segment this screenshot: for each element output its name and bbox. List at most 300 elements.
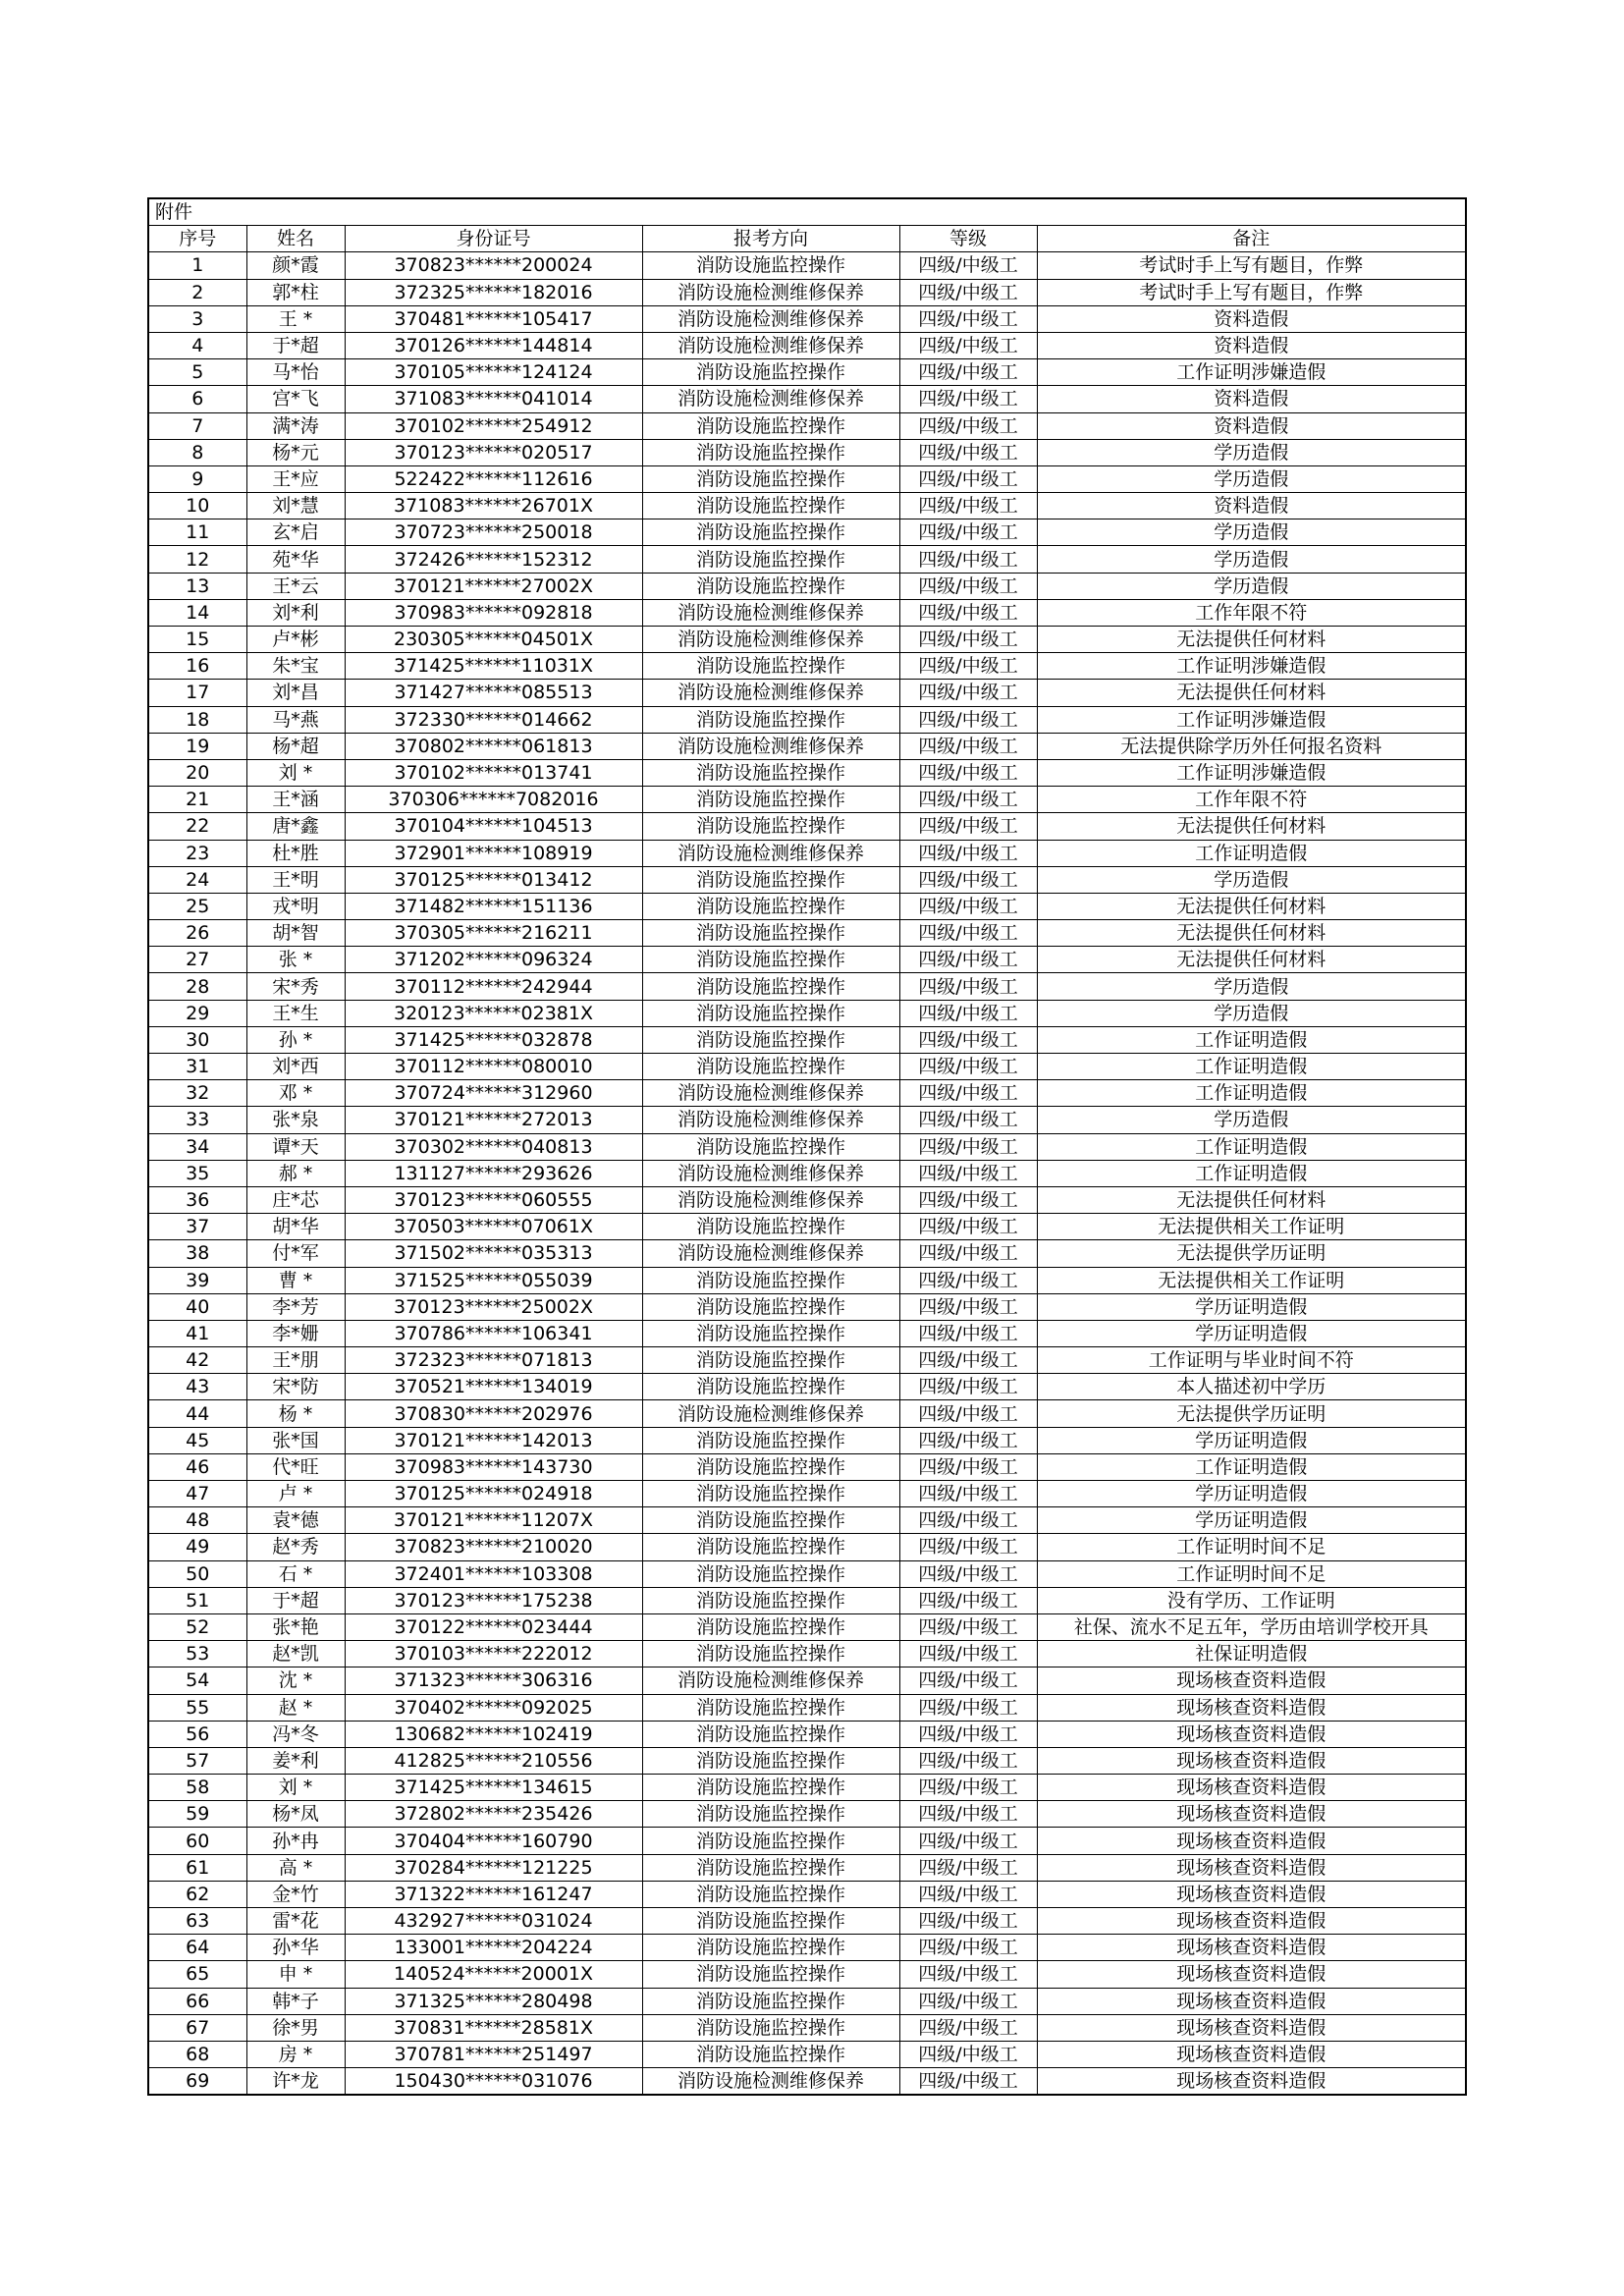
serial-cell: 7 [148,412,246,439]
table-row [148,1988,1466,2014]
exam-direction-cell: 消防设施监控操作 [642,706,899,733]
level-cell: 四级/中级工 [899,1961,1037,1988]
table-row [148,332,1466,358]
id-number-cell: 370125******013412 [345,866,642,893]
exam-direction-cell: 消防设施监控操作 [642,1293,899,1320]
level-cell: 四级/中级工 [899,493,1037,519]
exam-direction-cell: 消防设施监控操作 [642,1881,899,1907]
exam-direction-cell: 消防设施监控操作 [642,1961,899,1988]
id-number-cell: 370781******251497 [345,2041,642,2067]
table-row [148,1641,1466,1667]
name-cell: 雷*花 [246,1908,345,1935]
level-cell: 四级/中级工 [899,1881,1037,1907]
serial-cell: 47 [148,1481,246,1507]
remarks-cell: 现场核查资料造假 [1037,1721,1466,1747]
remarks-cell: 没有学历、工作证明 [1037,1587,1466,1613]
remarks-cell: 无法提供学历证明 [1037,1240,1466,1267]
name-cell: 孙 * [246,1026,345,1053]
id-number-cell: 371322******161247 [345,1881,642,1907]
table-row [148,1374,1466,1400]
id-number-cell: 371325******280498 [345,1988,642,2014]
serial-cell: 68 [148,2041,246,2067]
exam-direction-cell: 消防设施检测维修保养 [642,680,899,706]
id-number-cell: 372325******182016 [345,279,642,305]
id-number-cell: 372426******152312 [345,546,642,573]
table-row [148,1961,1466,1988]
id-number-cell: 371427******085513 [345,680,642,706]
serial-cell: 32 [148,1080,246,1107]
remarks-cell: 现场核查资料造假 [1037,1801,1466,1828]
table-row [148,1427,1466,1453]
name-cell: 于*超 [246,1587,345,1613]
remarks-cell: 工作证明造假 [1037,1133,1466,1160]
level-cell: 四级/中级工 [899,920,1037,947]
exam-direction-cell: 消防设施检测维修保养 [642,386,899,412]
remarks-cell: 学历造假 [1037,546,1466,573]
id-number-cell: 370123******175238 [345,1587,642,1613]
serial-cell: 48 [148,1507,246,1534]
id-number-cell: 320123******02381X [345,1000,642,1026]
remarks-cell: 现场核查资料造假 [1037,1667,1466,1694]
exam-direction-cell: 消防设施监控操作 [642,439,899,465]
exam-direction-cell: 消防设施检测维修保养 [642,1080,899,1107]
exam-direction-cell: 消防设施监控操作 [642,653,899,680]
exam-direction-cell: 消防设施监控操作 [642,1214,899,1240]
serial-cell: 19 [148,733,246,759]
remarks-cell: 社保证明造假 [1037,1641,1466,1667]
name-cell: 孙*华 [246,1935,345,1961]
exam-direction-cell: 消防设施监控操作 [642,1801,899,1828]
serial-cell: 44 [148,1400,246,1427]
name-cell: 张*泉 [246,1107,345,1133]
level-cell: 四级/中级工 [899,412,1037,439]
level-cell: 四级/中级工 [899,1107,1037,1133]
level-cell: 四级/中级工 [899,2068,1037,2096]
header-id-number: 身份证号 [345,226,642,252]
name-cell: 玄*启 [246,519,345,546]
remarks-cell: 工作年限不符 [1037,787,1466,813]
remarks-cell: 无法提供相关工作证明 [1037,1267,1466,1293]
exam-direction-cell: 消防设施监控操作 [642,573,899,599]
remarks-cell: 现场核查资料造假 [1037,1854,1466,1881]
table-row [148,653,1466,680]
remarks-cell: 工作证明时间不足 [1037,1534,1466,1560]
name-cell: 王 * [246,305,345,332]
level-cell: 四级/中级工 [899,386,1037,412]
exam-direction-cell: 消防设施监控操作 [642,2041,899,2067]
exam-direction-cell: 消防设施监控操作 [642,1935,899,1961]
serial-cell: 67 [148,2014,246,2041]
level-cell: 四级/中级工 [899,546,1037,573]
id-number-cell: 140524******20001X [345,1961,642,1988]
table-row [148,465,1466,492]
id-number-cell: 130682******102419 [345,1721,642,1747]
level-cell: 四级/中级工 [899,973,1037,1000]
remarks-cell: 现场核查资料造假 [1037,1908,1466,1935]
serial-cell: 10 [148,493,246,519]
name-cell: 颜*霞 [246,252,345,279]
id-number-cell: 370103******222012 [345,1641,642,1667]
exam-direction-cell: 消防设施监控操作 [642,893,899,919]
serial-cell: 46 [148,1453,246,1480]
level-cell: 四级/中级工 [899,1988,1037,2014]
level-cell: 四级/中级工 [899,1828,1037,1854]
name-cell: 沈 * [246,1667,345,1694]
serial-cell: 18 [148,706,246,733]
serial-cell: 1 [148,252,246,279]
exam-direction-cell: 消防设施监控操作 [642,1775,899,1801]
name-cell: 刘 * [246,1775,345,1801]
remarks-cell: 本人描述初中学历 [1037,1374,1466,1400]
remarks-cell: 学历造假 [1037,1107,1466,1133]
name-cell: 徐*男 [246,2014,345,2041]
id-number-cell: 371425******134615 [345,1775,642,1801]
exam-direction-cell: 消防设施检测维修保养 [642,279,899,305]
remarks-cell: 无法提供任何材料 [1037,813,1466,840]
id-number-cell: 372330******014662 [345,706,642,733]
name-cell: 高 * [246,1854,345,1881]
remarks-cell: 现场核查资料造假 [1037,1694,1466,1721]
name-cell: 宫*飞 [246,386,345,412]
remarks-cell: 学历造假 [1037,465,1466,492]
id-number-cell: 371083******041014 [345,386,642,412]
exam-direction-cell: 消防设施检测维修保养 [642,599,899,626]
remarks-cell: 学历造假 [1037,973,1466,1000]
serial-cell: 9 [148,465,246,492]
name-cell: 刘*慧 [246,493,345,519]
name-cell: 曹 * [246,1267,345,1293]
name-cell: 石 * [246,1560,345,1587]
level-cell: 四级/中级工 [899,2041,1037,2067]
name-cell: 卢*彬 [246,627,345,653]
remarks-cell: 资料造假 [1037,386,1466,412]
remarks-cell: 资料造假 [1037,332,1466,358]
id-number-cell: 370123******25002X [345,1293,642,1320]
serial-cell: 64 [148,1935,246,1961]
table-row [148,2014,1466,2041]
id-number-cell: 370831******28581X [345,2014,642,2041]
exam-direction-cell: 消防设施监控操作 [642,1320,899,1346]
id-number-cell: 133001******204224 [345,1935,642,1961]
id-number-cell: 370830******202976 [345,1400,642,1427]
level-cell: 四级/中级工 [899,599,1037,626]
table-row [148,1881,1466,1907]
remarks-cell: 无法提供相关工作证明 [1037,1214,1466,1240]
table-row [148,920,1466,947]
serial-cell: 11 [148,519,246,546]
exam-direction-cell: 消防设施监控操作 [642,1641,899,1667]
serial-cell: 57 [148,1747,246,1774]
remarks-cell: 现场核查资料造假 [1037,1961,1466,1988]
id-number-cell: 370306******7082016 [345,787,642,813]
level-cell: 四级/中级工 [899,759,1037,786]
level-cell: 四级/中级工 [899,332,1037,358]
level-cell: 四级/中级工 [899,1347,1037,1374]
exam-direction-cell: 消防设施检测维修保养 [642,1240,899,1267]
serial-cell: 40 [148,1293,246,1320]
remarks-cell: 学历证明造假 [1037,1320,1466,1346]
id-number-cell: 370723******250018 [345,519,642,546]
table-row [148,1054,1466,1080]
id-number-cell: 370105******124124 [345,359,642,386]
name-cell: 申 * [246,1961,345,1988]
exam-direction-cell: 消防设施监控操作 [642,2014,899,2041]
id-number-cell: 370123******060555 [345,1186,642,1213]
exam-direction-cell: 消防设施监控操作 [642,1694,899,1721]
serial-cell: 17 [148,680,246,706]
name-cell: 王*应 [246,465,345,492]
name-cell: 杨*元 [246,439,345,465]
table-row [148,973,1466,1000]
id-number-cell: 412825******210556 [345,1747,642,1774]
table-row [148,1160,1466,1186]
name-cell: 杨*凤 [246,1801,345,1828]
serial-cell: 49 [148,1534,246,1560]
serial-cell: 27 [148,947,246,973]
level-cell: 四级/中级工 [899,1214,1037,1240]
id-number-cell: 370126******144814 [345,332,642,358]
id-number-cell: 370521******134019 [345,1374,642,1400]
exam-direction-cell: 消防设施检测维修保养 [642,627,899,653]
level-cell: 四级/中级工 [899,733,1037,759]
exam-direction-cell: 消防设施检测维修保养 [642,1160,899,1186]
name-cell: 杨*超 [246,733,345,759]
level-cell: 四级/中级工 [899,627,1037,653]
table-row [148,1908,1466,1935]
exam-direction-cell: 消防设施监控操作 [642,787,899,813]
remarks-cell: 工作证明涉嫌造假 [1037,359,1466,386]
serial-cell: 22 [148,813,246,840]
level-cell: 四级/中级工 [899,1453,1037,1480]
level-cell: 四级/中级工 [899,1400,1037,1427]
table-row [148,1775,1466,1801]
remarks-cell: 无法提供任何材料 [1037,947,1466,973]
id-number-cell: 370404******160790 [345,1828,642,1854]
name-cell: 赵*秀 [246,1534,345,1560]
exam-direction-cell: 消防设施监控操作 [642,465,899,492]
table-row [148,2068,1466,2096]
serial-cell: 8 [148,439,246,465]
exam-direction-cell: 消防设施监控操作 [642,866,899,893]
level-cell: 四级/中级工 [899,1534,1037,1560]
table-row [148,1747,1466,1774]
exam-direction-cell: 消防设施监控操作 [642,1133,899,1160]
id-number-cell: 370284******121225 [345,1854,642,1881]
name-cell: 郭*柱 [246,279,345,305]
level-cell: 四级/中级工 [899,866,1037,893]
table-row [148,1453,1466,1480]
id-number-cell: 372901******108919 [345,840,642,866]
id-number-cell: 370724******312960 [345,1080,642,1107]
name-cell: 王*明 [246,866,345,893]
serial-cell: 4 [148,332,246,358]
level-cell: 四级/中级工 [899,1613,1037,1640]
level-cell: 四级/中级工 [899,1054,1037,1080]
exam-direction-cell: 消防设施监控操作 [642,252,899,279]
serial-cell: 69 [148,2068,246,2096]
exam-direction-cell: 消防设施监控操作 [642,1613,899,1640]
serial-cell: 26 [148,920,246,947]
id-number-cell: 370302******040813 [345,1133,642,1160]
level-cell: 四级/中级工 [899,359,1037,386]
remarks-cell: 学历造假 [1037,519,1466,546]
table-row [148,1587,1466,1613]
name-cell: 赵*凯 [246,1641,345,1667]
table-row [148,1133,1466,1160]
serial-cell: 33 [148,1107,246,1133]
table-row [148,1854,1466,1881]
table-row [148,1347,1466,1374]
remarks-cell: 现场核查资料造假 [1037,1935,1466,1961]
id-number-cell: 370481******105417 [345,305,642,332]
name-cell: 王*生 [246,1000,345,1026]
id-number-cell: 432927******031024 [345,1908,642,1935]
level-cell: 四级/中级工 [899,1481,1037,1507]
exam-direction-cell: 消防设施监控操作 [642,759,899,786]
serial-cell: 6 [148,386,246,412]
name-cell: 张 * [246,947,345,973]
name-cell: 于*超 [246,332,345,358]
name-cell: 王*涵 [246,787,345,813]
exam-direction-cell: 消防设施监控操作 [642,1908,899,1935]
remarks-cell: 工作证明造假 [1037,840,1466,866]
id-number-cell: 370122******023444 [345,1613,642,1640]
level-cell: 四级/中级工 [899,1854,1037,1881]
id-number-cell: 131127******293626 [345,1160,642,1186]
remarks-cell: 现场核查资料造假 [1037,1828,1466,1854]
exam-direction-cell: 消防设施监控操作 [642,1747,899,1774]
name-cell: 庄*芯 [246,1186,345,1213]
id-number-cell: 370112******080010 [345,1054,642,1080]
serial-cell: 35 [148,1160,246,1186]
remarks-cell: 工作证明造假 [1037,1054,1466,1080]
name-cell: 代*旺 [246,1453,345,1480]
exam-direction-cell: 消防设施监控操作 [642,359,899,386]
remarks-cell: 资料造假 [1037,305,1466,332]
level-cell: 四级/中级工 [899,519,1037,546]
level-cell: 四级/中级工 [899,840,1037,866]
serial-cell: 28 [148,973,246,1000]
level-cell: 四级/中级工 [899,1908,1037,1935]
level-cell: 四级/中级工 [899,1374,1037,1400]
level-cell: 四级/中级工 [899,1240,1037,1267]
table-row [148,866,1466,893]
exam-direction-cell: 消防设施监控操作 [642,1427,899,1453]
serial-cell: 58 [148,1775,246,1801]
table-row [148,1613,1466,1640]
exam-direction-cell: 消防设施监控操作 [642,1026,899,1053]
level-cell: 四级/中级工 [899,1507,1037,1534]
id-number-cell: 370123******020517 [345,439,642,465]
exam-direction-cell: 消防设施检测维修保养 [642,840,899,866]
attachment-title: 附件 [148,198,1466,226]
name-cell: 刘*昌 [246,680,345,706]
serial-cell: 53 [148,1641,246,1667]
remarks-cell: 现场核查资料造假 [1037,1747,1466,1774]
serial-cell: 16 [148,653,246,680]
id-number-cell: 370823******210020 [345,1534,642,1560]
name-cell: 金*竹 [246,1881,345,1907]
id-number-cell: 370102******013741 [345,759,642,786]
remarks-cell: 无法提供学历证明 [1037,1400,1466,1427]
id-number-cell: 522422******112616 [345,465,642,492]
exam-direction-cell: 消防设施监控操作 [642,1587,899,1613]
exam-direction-cell: 消防设施检测维修保养 [642,1667,899,1694]
level-cell: 四级/中级工 [899,893,1037,919]
remarks-cell: 无法提供任何材料 [1037,627,1466,653]
id-number-cell: 370503******07061X [345,1214,642,1240]
id-number-cell: 370102******254912 [345,412,642,439]
remarks-cell: 考试时手上写有题目，作弊 [1037,252,1466,279]
id-number-cell: 370104******104513 [345,813,642,840]
table-row [148,2041,1466,2067]
exam-direction-cell: 消防设施检测维修保养 [642,1107,899,1133]
name-cell: 韩*子 [246,1988,345,2014]
table-row [148,1667,1466,1694]
table-row [148,947,1466,973]
exam-direction-cell: 消防设施监控操作 [642,1267,899,1293]
serial-cell: 65 [148,1961,246,1988]
remarks-cell: 工作证明涉嫌造假 [1037,706,1466,733]
serial-cell: 56 [148,1721,246,1747]
level-cell: 四级/中级工 [899,1160,1037,1186]
exam-direction-cell: 消防设施监控操作 [642,493,899,519]
name-cell: 宋*秀 [246,973,345,1000]
level-cell: 四级/中级工 [899,1641,1037,1667]
table-row [148,1721,1466,1747]
level-cell: 四级/中级工 [899,1080,1037,1107]
exam-direction-cell: 消防设施检测维修保养 [642,733,899,759]
remarks-cell: 学历造假 [1037,439,1466,465]
name-cell: 马*怡 [246,359,345,386]
table-row [148,1694,1466,1721]
name-cell: 卢 * [246,1481,345,1507]
level-cell: 四级/中级工 [899,1293,1037,1320]
remarks-cell: 工作证明时间不足 [1037,1560,1466,1587]
id-number-cell: 370823******200024 [345,252,642,279]
id-number-cell: 371323******306316 [345,1667,642,1694]
serial-cell: 66 [148,1988,246,2014]
level-cell: 四级/中级工 [899,680,1037,706]
serial-cell: 3 [148,305,246,332]
name-cell: 刘*利 [246,599,345,626]
remarks-cell: 学历证明造假 [1037,1293,1466,1320]
name-cell: 冯*冬 [246,1721,345,1747]
serial-cell: 15 [148,627,246,653]
table-row [148,1214,1466,1240]
exam-direction-cell: 消防设施监控操作 [642,973,899,1000]
remarks-cell: 工作年限不符 [1037,599,1466,626]
id-number-cell: 370121******272013 [345,1107,642,1133]
name-cell: 姜*利 [246,1747,345,1774]
level-cell: 四级/中级工 [899,1000,1037,1026]
table-row [148,893,1466,919]
serial-cell: 37 [148,1214,246,1240]
table-row [148,1481,1466,1507]
table-row [148,1534,1466,1560]
table-row [148,439,1466,465]
id-number-cell: 371425******032878 [345,1026,642,1053]
exam-direction-cell: 消防设施监控操作 [642,1000,899,1026]
remarks-cell: 学历证明造假 [1037,1481,1466,1507]
exam-direction-cell: 消防设施监控操作 [642,1988,899,2014]
exam-direction-cell: 消防设施检测维修保养 [642,2068,899,2096]
name-cell: 邓 * [246,1080,345,1107]
id-number-cell: 370402******092025 [345,1694,642,1721]
level-cell: 四级/中级工 [899,947,1037,973]
serial-cell: 21 [148,787,246,813]
remarks-cell: 学历证明造假 [1037,1507,1466,1534]
